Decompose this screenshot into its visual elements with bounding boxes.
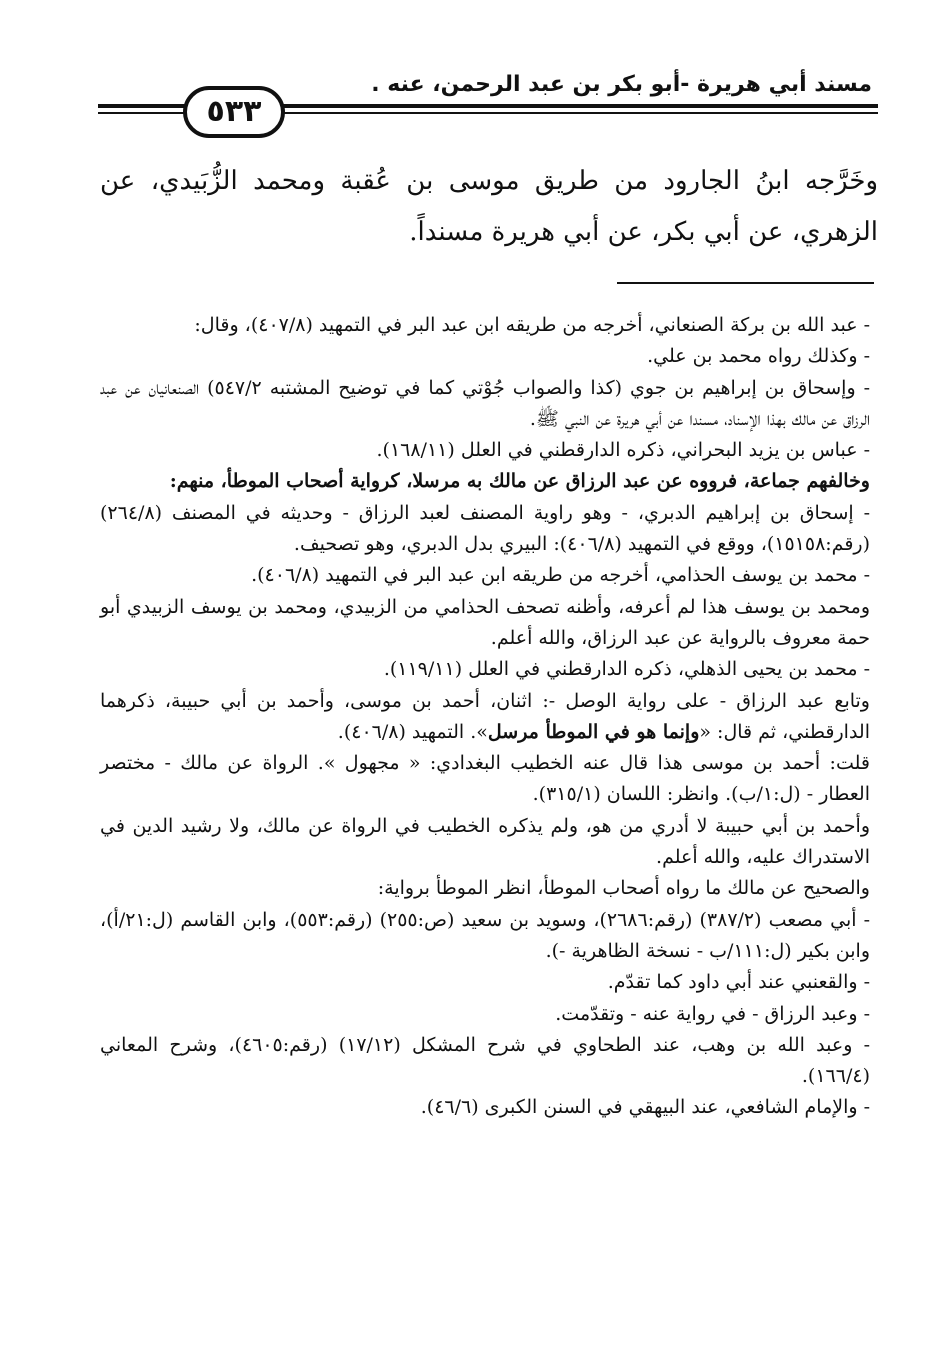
footnote-line: - محمد بن يحيى الذهلي، ذكره الدارقطني في العلل (١١٩/١١). bbox=[383, 658, 870, 681]
footnote-line: - محمد بن يوسف الحذامي، أخرجه من طريقه ابن عبد البر في التمهيد (٤٠٦/٨). bbox=[251, 564, 870, 587]
footnote-text: وتابع عبد الرزاق - على رواية الوصل -: اثنان، أحمد بن موسى، وأحمد بن أبي حبيبة، ذكرهما الدارقطني، ثم قال: « bbox=[100, 689, 870, 743]
footnote-line: - إسحاق بن إبراهيم الدبري، - وهو راوية المصنف لعبد الرزاق - وحديثه في المصنف (٢٦٤/٨) (رقم:١٥١٥٨)، ووقع في التمهيد (٤٠٦/٨): البيري بدل الدبري، وهو تصحيف. bbox=[100, 501, 870, 556]
footnotes bbox=[100, 310, 870, 1124]
running-title: مسند أبي هريرة -أبو بكر بن عبد الرحمن، عنه . bbox=[371, 72, 872, 97]
footnote-line bbox=[100, 686, 870, 749]
footnote-line: - والإمام الشافعي، عند البيهقي في السنن الكبرى (٤٦/٦). bbox=[420, 1096, 870, 1119]
footnote-line: قلت: أحمد بن موسى هذا قال عنه الخطيب البغدادي: « مجهول ». الرواة عن مالك - مختصر العطار - (ل:١/ب). وانظر: اللسان (٣١٥/١). bbox=[100, 752, 870, 806]
footnote-line: ومحمد بن يوسف هذا لم أعرفه، وأظنه تصحف الحذامي من الزبيدي، ومحمد بن يوسف الزبيدي أبو حمة معروف بالرواية عن عبد الرزاق، والله أعلم. bbox=[100, 595, 870, 649]
footnote-heading: وخالفهم جماعة، فرووه عن عبد الرزاق عن مالك به مرسلا، كرواية أصحاب الموطأ، منهم: bbox=[169, 470, 870, 493]
footnote-separator bbox=[617, 282, 874, 284]
footnote-line: - وإسحاق بن إبراهيم بن جوي (كذا والصواب جُوْتي كما في توضيح المشتبه ٥٤٧/٢) الصنعانيان عن عبد الرزاق عن مالك بهذا الإسناد، مسندا عن أبي هريرة عن النبي ﷺ. bbox=[100, 376, 870, 430]
footnote-bold-quote: وإنما هو في الموطأ مرسل bbox=[487, 720, 700, 743]
footnote-line: - أبي مصعب (٣٨٧/٢) (رقم:٢٦٨٦)، وسويد بن سعيد (ص:٢٥٥) (رقم:٥٥٣)، وابن القاسم (ل:٢١/أ)، وابن بكير (ل:١١١/ب - نسخة الظاهرية -). bbox=[100, 908, 870, 962]
footnote-text: ». التمهيد (٤٠٦/٨). bbox=[337, 720, 488, 743]
footnote-line: - وعبد الرزاق - في رواية عنه - وتقدّمت. bbox=[555, 1002, 870, 1025]
footnote-line: والصحيح عن مالك ما رواه أصحاب الموطأ، انظر الموطأ برواية: bbox=[377, 877, 870, 900]
footnote-line: - والقعنبي عند أبي داود كما تقدّم. bbox=[607, 971, 870, 994]
footnote-line: وأحمد بن أبي حبيبة لا أدري من هو، ولم يذكره الخطيب في الرواة عن مالك، ولا رشيد الدين في الاستدراك عليه، والله أعلم. bbox=[100, 814, 870, 869]
page-number-badge: ٥٣٣ bbox=[183, 86, 285, 138]
main-paragraph: وخَرَّجه ابنُ الجارود من طريق موسى بن عُقبة ومحمد الزُّبَيدي، عن الزهري، عن أبي بكر، عن أبي هريرة مسنداً. bbox=[100, 166, 878, 247]
footnote-line: - عبد الله بن بركة الصنعاني، أخرجه من طريقه ابن عبد البر في التمهيد (٤٠٧/٨)، وقال: bbox=[194, 314, 870, 336]
footnote-line: - وكذلك رواه محمد بن علي. bbox=[647, 345, 870, 368]
footnote-line: - عباس بن يزيد البحراني، ذكره الدارقطني في العلل (١٦٨/١١). bbox=[376, 439, 870, 462]
footnote-line: - وعبد الله بن وهب، عند الطحاوي في شرح المشكل (١٧/١٢) (رقم:٤٦٠٥)، وشرح المعاني (١٦٦/٤). bbox=[100, 1033, 870, 1088]
main-text bbox=[100, 156, 878, 258]
